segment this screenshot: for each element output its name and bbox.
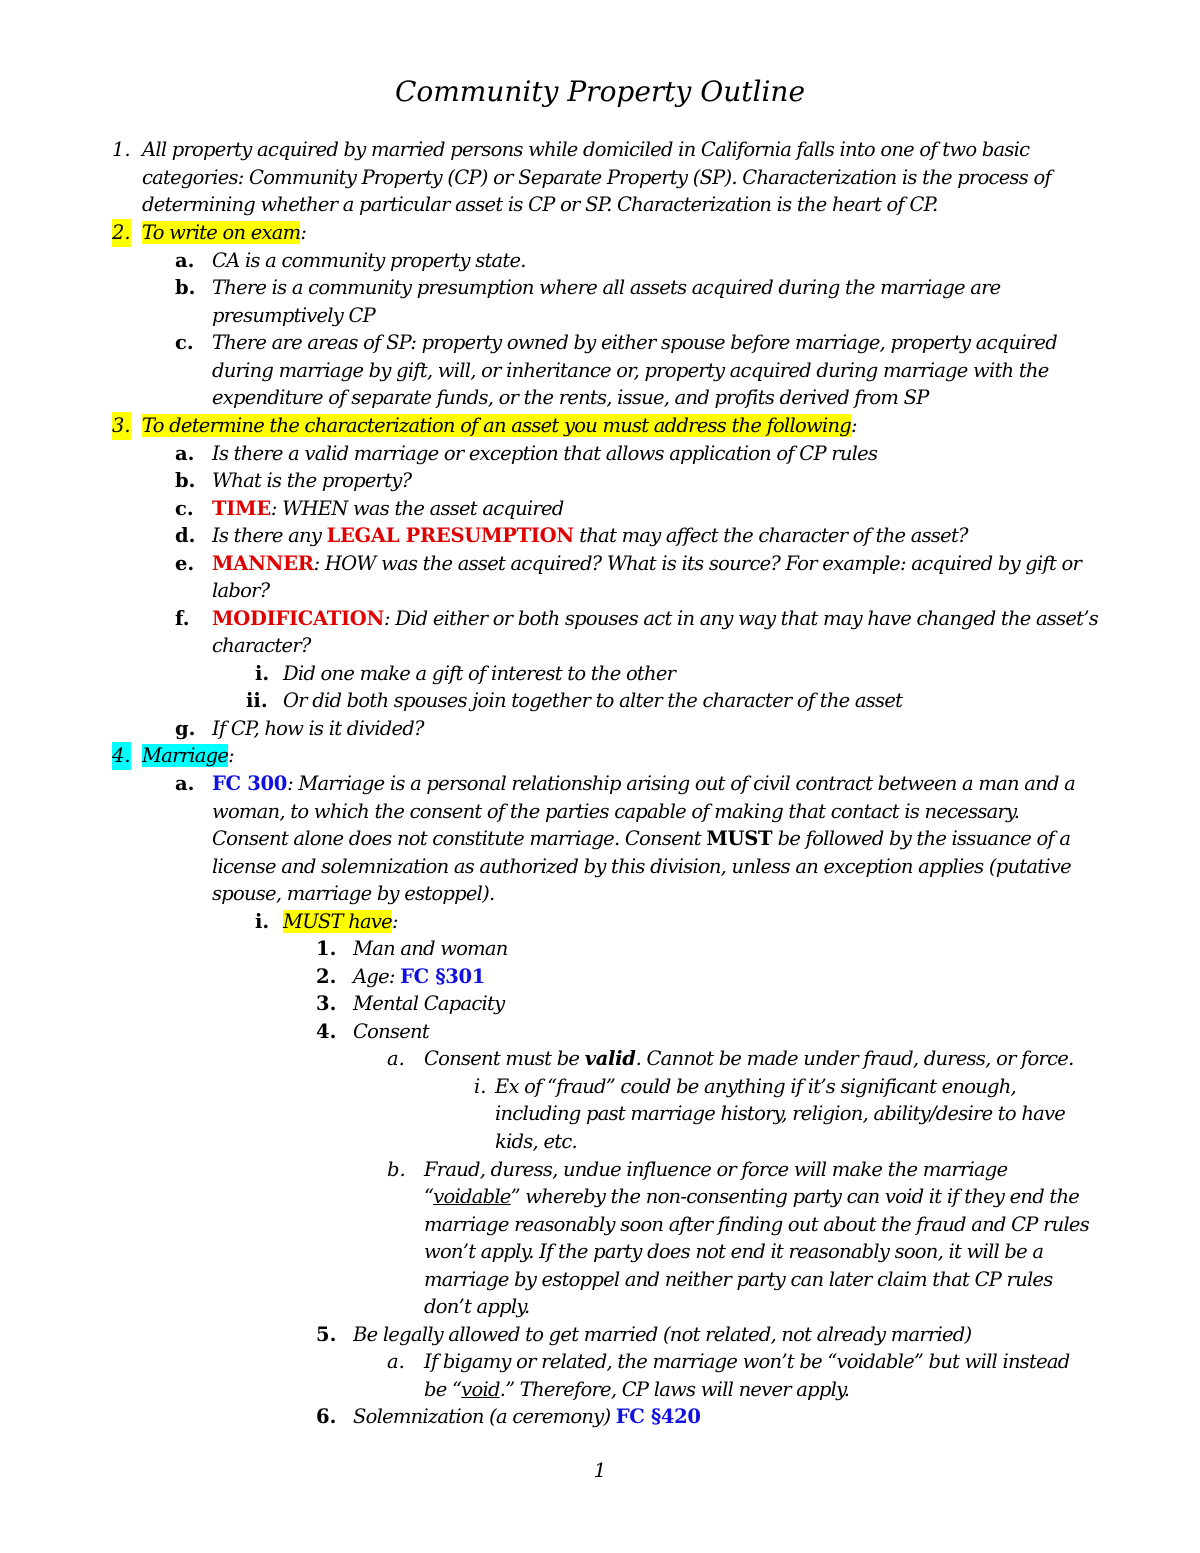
requirement-5a-text (424, 1376, 849, 1404)
list-marker: a. (387, 1047, 405, 1070)
item-4a-text: spouse, marriage by estoppel). (212, 882, 495, 905)
list-marker: 6. (316, 1405, 337, 1428)
consent-b-rest: ” whereby the non-consenting party can void it if they end the (510, 1185, 1080, 1208)
heading-colon: : (228, 744, 234, 767)
heading-colon: : (850, 414, 857, 437)
requirement-label: Age: (353, 965, 401, 988)
list-marker: g. (175, 717, 196, 740)
list-marker: b. (175, 276, 196, 299)
key-term-modification: MODIFICATION (212, 607, 384, 630)
item-3-heading-text (142, 412, 857, 440)
consent-b-text (424, 1183, 1079, 1211)
list-marker: e. (175, 552, 195, 575)
item-4-heading-text (142, 742, 234, 770)
citation-fc-420: FC §420 (615, 1405, 701, 1428)
list-marker: ii. (246, 689, 268, 712)
consent-b-text: won’t apply. If the party does not end it reasonably soon, it will be a (424, 1240, 1044, 1263)
key-term-manner: MANNER (212, 552, 314, 575)
item-3a-text: Is there a valid marriage or exception that allows application of CP rules (212, 442, 878, 465)
item-3d-pre: Is there any (212, 524, 327, 547)
requirement-text: Consent (353, 1020, 429, 1043)
heading-colon: : (300, 221, 307, 244)
item-3f-ii-text: Or did both spouses join together to alter the character of the asset (283, 689, 903, 712)
requirement-text: Mental Capacity (353, 992, 505, 1015)
item-4a-text: license and solemnization as authorized by this division, unless an exception applies (putative (212, 855, 1071, 878)
item-2b-text: presumptively CP (212, 304, 376, 327)
emphasis-must: MUST (706, 827, 773, 850)
item-2a-text: CA is a community property state. (212, 249, 526, 272)
item-3f-text (212, 605, 1098, 633)
requirement-text: Man and woman (353, 937, 508, 960)
citation-fc-300: FC 300 (212, 772, 288, 795)
page-number: 1 (593, 1458, 607, 1482)
item-4a-i-heading (283, 908, 398, 936)
item-3f-i-text: Did one make a gift of interest to the other (283, 662, 676, 685)
requirement-text (353, 1403, 701, 1431)
list-marker: a. (175, 442, 195, 465)
consent-b-text: Fraud, duress, undue influence or force will make the marriage (424, 1158, 1008, 1181)
item-3d-text (212, 522, 968, 550)
consent-b-text: don’t apply. (424, 1295, 530, 1318)
requirement-text (353, 963, 485, 991)
list-marker: a. (175, 249, 195, 272)
list-marker: 3. (316, 992, 337, 1015)
item-2c-text: There are areas of SP: property owned by either spouse before marriage, property acquired (212, 331, 1057, 354)
consent-a-i-text: kids, etc. (495, 1130, 577, 1153)
consent-a-post: . Cannot be made under fraud, duress, or force. (635, 1047, 1074, 1070)
list-marker: 2. (112, 219, 131, 247)
requirement-label: Solemnization (a ceremony) (353, 1405, 616, 1428)
key-term-time: TIME (212, 497, 271, 520)
requirement-text: Be legally allowed to get married (not related, not already married) (353, 1323, 972, 1346)
list-marker: 4. (112, 742, 131, 770)
requirement-5a-pre: be “ (424, 1378, 462, 1401)
consent-a-text (424, 1045, 1074, 1073)
page-title: Community Property Outline (394, 75, 806, 108)
item-3c-rest: : WHEN was the asset acquired (270, 497, 564, 520)
key-term-legal-presumption: LEGAL PRESUMPTION (326, 524, 574, 547)
list-marker: 2. (316, 965, 337, 988)
item-3g-text: If CP, how is it divided? (212, 717, 424, 740)
consent-a-i-text: Ex of “fraud” could be anything if it’s significant enough, (495, 1075, 1016, 1098)
item-1-text: All property acquired by married persons while domiciled in California falls into one of two basic (142, 138, 1030, 161)
highlighted-heading: Marriage (142, 744, 229, 767)
consent-b-text: marriage by estoppel and neither party can later claim that CP rules (424, 1268, 1053, 1291)
item-4a-rest: : Marriage is a personal relationship arising out of civil contract between a man and a (287, 772, 1075, 795)
list-marker: i. (255, 910, 270, 933)
term-voidable: voidable (433, 1185, 511, 1208)
item-3c-text (212, 495, 564, 523)
requirement-5a-post: .” Therefore, CP laws will never apply. (499, 1378, 850, 1401)
list-marker: i. (474, 1075, 487, 1098)
list-marker: 1. (316, 937, 337, 960)
item-3e-rest: : HOW was the asset acquired? What is its source? For example: acquired by gift or (313, 552, 1082, 575)
item-2c-text: expenditure of separate funds, or the rents, issue, and profits derived from SP (212, 386, 929, 409)
list-marker: c. (175, 497, 194, 520)
item-2-heading-text (142, 219, 306, 247)
list-marker: 4. (316, 1020, 337, 1043)
item-2b-text: There is a community presumption where all assets acquired during the marriage are (212, 276, 1001, 299)
list-marker: 1. (112, 138, 131, 161)
list-marker: f. (175, 607, 190, 630)
item-3e-text: labor? (212, 579, 270, 602)
highlighted-heading: To write on exam (142, 221, 301, 244)
item-3b-text: What is the property? (212, 469, 412, 492)
item-3e-text (212, 550, 1081, 578)
list-marker: 5. (316, 1323, 337, 1346)
highlighted-heading: To determine the characterization of an asset you must address the following (142, 414, 851, 437)
emphasis-valid: valid (584, 1047, 636, 1070)
term-void: void (461, 1378, 500, 1401)
list-marker: a. (175, 772, 195, 795)
requirement-5a-text: If bigamy or related, the marriage won’t be “voidable” but will instead (424, 1350, 1070, 1373)
item-2c-text: during marriage by gift, will, or inheritance or, property acquired during marriage with the (212, 359, 1049, 382)
list-marker: b. (175, 469, 196, 492)
list-marker: a. (387, 1350, 405, 1373)
item-3f-rest: : Did either or both spouses act in any way that may have changed the asset’s (384, 607, 1098, 630)
list-marker: 3. (112, 412, 131, 440)
item-4a-post: be followed by the issuance of a (772, 827, 1071, 850)
item-3f-text: character? (212, 634, 311, 657)
item-4a-text: woman, to which the consent of the parties capable of making that contact is necessary. (212, 800, 1020, 823)
item-3d-post: that may affect the character of the asset? (573, 524, 968, 547)
item-4a-text (212, 825, 1070, 853)
list-marker: c. (175, 331, 194, 354)
list-marker: i. (255, 662, 270, 685)
item-4a-text (212, 770, 1075, 798)
list-marker: d. (175, 524, 196, 547)
item-1-text: determining whether a particular asset is CP or SP. Characterization is the heart of CP. (142, 193, 938, 216)
heading-colon: : (391, 910, 398, 933)
consent-b-text: marriage reasonably soon after finding out about the fraud and CP rules (424, 1213, 1089, 1236)
highlighted-heading: MUST have (283, 910, 392, 933)
list-marker: b. (387, 1158, 406, 1181)
open-quote: “ (424, 1185, 434, 1208)
item-1-text: categories: Community Property (CP) or Separate Property (SP). Characterization is the process of (142, 166, 1051, 189)
citation-fc-301: FC §301 (400, 965, 486, 988)
item-4a-pre: Consent alone does not constitute marriage. Consent (212, 827, 707, 850)
consent-a-pre: Consent must be (424, 1047, 585, 1070)
consent-a-i-text: including past marriage history, religion, ability/desire to have (495, 1102, 1066, 1125)
